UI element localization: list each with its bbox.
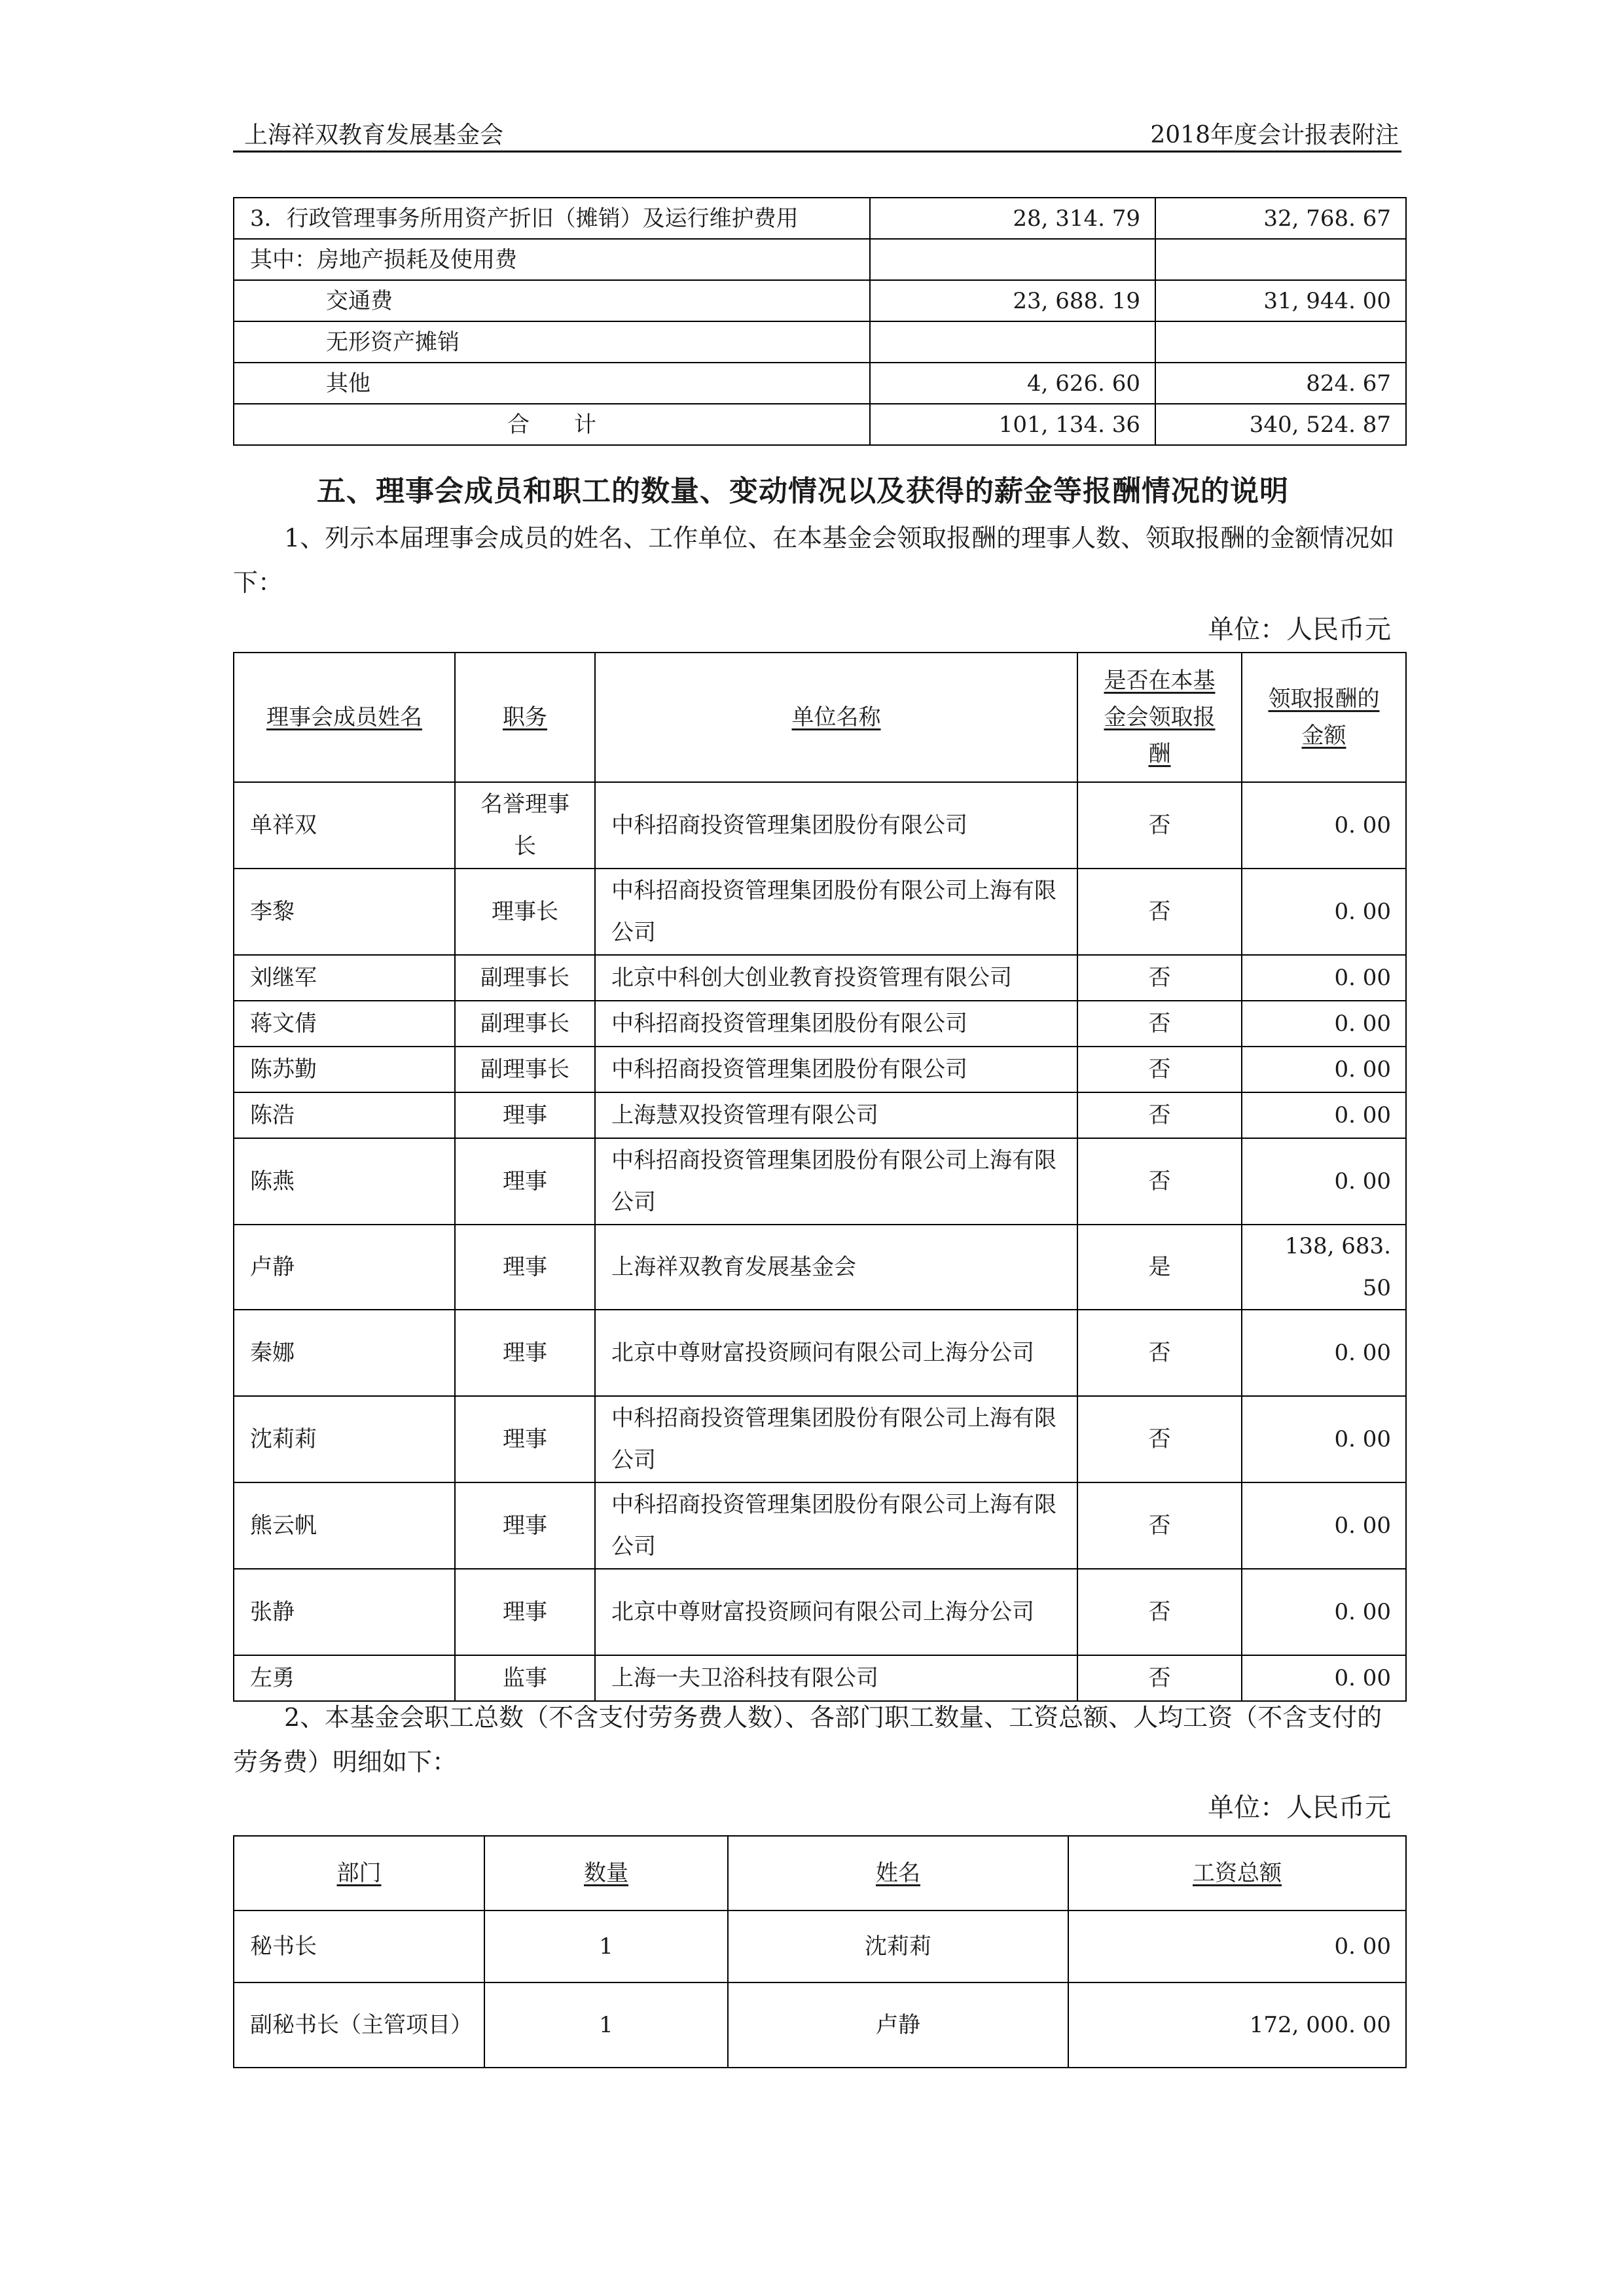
member-org: 中科招商投资管理集团股份有限公司	[595, 1001, 1077, 1047]
table-header-row	[234, 653, 1406, 782]
expense-current: 28, 314. 79	[870, 198, 1155, 239]
total-prior: 340, 524. 87	[1155, 404, 1406, 445]
table-row	[234, 1225, 1406, 1310]
member-amount: 0. 00	[1242, 1310, 1406, 1396]
member-name: 卢静	[234, 1225, 455, 1310]
table-row	[234, 280, 1406, 321]
expense-prior	[1155, 321, 1406, 363]
member-paid: 否	[1077, 1655, 1242, 1701]
header-paid: 是否在本基金会领取报酬	[1077, 653, 1242, 782]
table-row	[234, 1655, 1406, 1701]
staff-salary: 172, 000. 00	[1068, 1982, 1406, 2068]
header-count: 数量	[484, 1836, 728, 1910]
member-org: 北京中尊财富投资顾问有限公司上海分公司	[595, 1310, 1077, 1396]
staff-salary: 0. 00	[1068, 1910, 1406, 1982]
table-row	[234, 198, 1406, 239]
table-row	[234, 1396, 1406, 1482]
table-row	[234, 1092, 1406, 1138]
header-name: 理事会成员姓名	[234, 653, 455, 782]
paragraph-board: 1、列示本届理事会成员的姓名、工作单位、在本基金会领取报酬的理事人数、领取报酬的金额情况如下：	[233, 524, 1395, 597]
member-role: 理事	[455, 1310, 595, 1396]
total-label: 合 计	[234, 404, 870, 445]
table-row	[234, 869, 1406, 955]
member-role: 理事	[455, 1569, 595, 1655]
staff-count: 1	[484, 1910, 728, 1982]
member-paid: 否	[1077, 1310, 1242, 1396]
member-amount: 0. 00	[1242, 782, 1406, 869]
member-name: 蒋文倩	[234, 1001, 455, 1047]
table-row	[234, 782, 1406, 869]
header-role: 职务	[455, 653, 595, 782]
member-name: 刘继军	[234, 955, 455, 1001]
member-role: 副理事长	[455, 1001, 595, 1047]
member-name: 沈莉莉	[234, 1396, 455, 1482]
expense-prior: 824. 67	[1155, 363, 1406, 404]
member-amount: 0. 00	[1242, 1001, 1406, 1047]
member-role: 理事长	[455, 869, 595, 955]
staff-name: 沈莉莉	[728, 1910, 1068, 1982]
expense-table	[233, 197, 1407, 446]
paragraph-staff: 2、本基金会职工总数（不含支付劳务费人数）、各部门职工数量、工资总额、人均工资（不含支付的劳务费）明细如下：	[233, 1703, 1382, 1776]
expense-label: 无形资产摊销	[234, 321, 870, 363]
member-paid: 否	[1077, 782, 1242, 869]
member-org: 中科招商投资管理集团股份有限公司上海有限公司	[595, 1482, 1077, 1569]
member-name: 陈浩	[234, 1092, 455, 1138]
member-paid: 否	[1077, 955, 1242, 1001]
staff-count: 1	[484, 1982, 728, 2068]
member-paid: 否	[1077, 869, 1242, 955]
member-name: 熊云帆	[234, 1482, 455, 1569]
total-row	[234, 404, 1406, 445]
table-row	[234, 321, 1406, 363]
member-paid: 否	[1077, 1092, 1242, 1138]
member-name: 左勇	[234, 1655, 455, 1701]
expense-prior	[1155, 239, 1406, 280]
header-org-name: 上海祥双教育发展基金会	[244, 122, 504, 149]
member-role: 名誉理事长	[455, 782, 595, 869]
member-role: 理事	[455, 1482, 595, 1569]
member-org: 上海一夫卫浴科技有限公司	[595, 1655, 1077, 1701]
table-row	[234, 363, 1406, 404]
header-report-title: 2018年度会计报表附注	[1150, 122, 1399, 149]
expense-label: 其中：房地产损耗及使用费	[234, 239, 870, 280]
member-paid: 否	[1077, 1396, 1242, 1482]
member-name: 陈苏勤	[234, 1047, 455, 1092]
table-row	[234, 239, 1406, 280]
member-name: 秦娜	[234, 1310, 455, 1396]
member-role: 副理事长	[455, 955, 595, 1001]
member-role: 副理事长	[455, 1047, 595, 1092]
staff-dept: 秘书长	[234, 1910, 484, 1982]
header-salary: 工资总额	[1068, 1836, 1406, 1910]
member-org: 上海祥双教育发展基金会	[595, 1225, 1077, 1310]
member-amount: 138, 683. 50	[1242, 1225, 1406, 1310]
expense-label: 交通费	[234, 280, 870, 321]
member-name: 张静	[234, 1569, 455, 1655]
member-org: 中科招商投资管理集团股份有限公司	[595, 1047, 1077, 1092]
member-role: 监事	[455, 1655, 595, 1701]
expense-current: 23, 688. 19	[870, 280, 1155, 321]
member-org: 上海慧双投资管理有限公司	[595, 1092, 1077, 1138]
header-org: 单位名称	[595, 653, 1077, 782]
member-amount: 0. 00	[1242, 869, 1406, 955]
unit-label: 单位：人民币元	[1208, 615, 1391, 645]
member-paid: 否	[1077, 1482, 1242, 1569]
header-amount: 领取报酬的金额	[1242, 653, 1406, 782]
total-current: 101, 134. 36	[870, 404, 1155, 445]
table-row	[234, 1138, 1406, 1225]
expense-prior: 32, 768. 67	[1155, 198, 1406, 239]
member-paid: 否	[1077, 1047, 1242, 1092]
table-row	[234, 1047, 1406, 1092]
member-paid: 是	[1077, 1225, 1242, 1310]
member-amount: 0. 00	[1242, 955, 1406, 1001]
member-amount: 0. 00	[1242, 1569, 1406, 1655]
member-org: 中科招商投资管理集团股份有限公司	[595, 782, 1077, 869]
section-title: 五、理事会成员和职工的数量、变动情况以及获得的薪金等报酬情况的说明	[317, 475, 1289, 508]
member-amount: 0. 00	[1242, 1655, 1406, 1701]
expense-prior: 31, 944. 00	[1155, 280, 1406, 321]
member-org: 北京中尊财富投资顾问有限公司上海分公司	[595, 1569, 1077, 1655]
member-amount: 0. 00	[1242, 1047, 1406, 1092]
staff-name: 卢静	[728, 1982, 1068, 2068]
table-row	[234, 1910, 1406, 1982]
expense-label: 3．行政管理事务所用资产折旧（摊销）及运行维护费用	[234, 198, 870, 239]
table-header-row	[234, 1836, 1406, 1910]
member-org: 中科招商投资管理集团股份有限公司上海有限公司	[595, 1396, 1077, 1482]
table-row	[234, 955, 1406, 1001]
board-table	[233, 652, 1407, 1702]
member-paid: 否	[1077, 1569, 1242, 1655]
member-amount: 0. 00	[1242, 1138, 1406, 1225]
table-row	[234, 1310, 1406, 1396]
member-amount: 0. 00	[1242, 1482, 1406, 1569]
member-paid: 否	[1077, 1138, 1242, 1225]
header-dept: 部门	[234, 1836, 484, 1910]
member-role: 理事	[455, 1092, 595, 1138]
member-amount: 0. 00	[1242, 1396, 1406, 1482]
table-row	[234, 1569, 1406, 1655]
member-org: 北京中科创大创业教育投资管理有限公司	[595, 955, 1077, 1001]
table-row	[234, 1482, 1406, 1569]
member-amount: 0. 00	[1242, 1092, 1406, 1138]
staff-table	[233, 1835, 1407, 2068]
expense-current: 4, 626. 60	[870, 363, 1155, 404]
member-role: 理事	[455, 1225, 595, 1310]
table-row	[234, 1001, 1406, 1047]
member-name: 李黎	[234, 869, 455, 955]
header-rule	[233, 151, 1401, 152]
member-org: 中科招商投资管理集团股份有限公司上海有限公司	[595, 1138, 1077, 1225]
staff-dept: 副秘书长（主管项目）	[234, 1982, 484, 2068]
member-role: 理事	[455, 1138, 595, 1225]
member-name: 陈燕	[234, 1138, 455, 1225]
expense-current	[870, 321, 1155, 363]
member-role: 理事	[455, 1396, 595, 1482]
expense-current	[870, 239, 1155, 280]
member-name: 单祥双	[234, 782, 455, 869]
header-staff-name: 姓名	[728, 1836, 1068, 1910]
unit-label: 单位：人民币元	[1208, 1793, 1391, 1823]
expense-label: 其他	[234, 363, 870, 404]
table-row	[234, 1982, 1406, 2068]
member-paid: 否	[1077, 1001, 1242, 1047]
member-org: 中科招商投资管理集团股份有限公司上海有限公司	[595, 869, 1077, 955]
